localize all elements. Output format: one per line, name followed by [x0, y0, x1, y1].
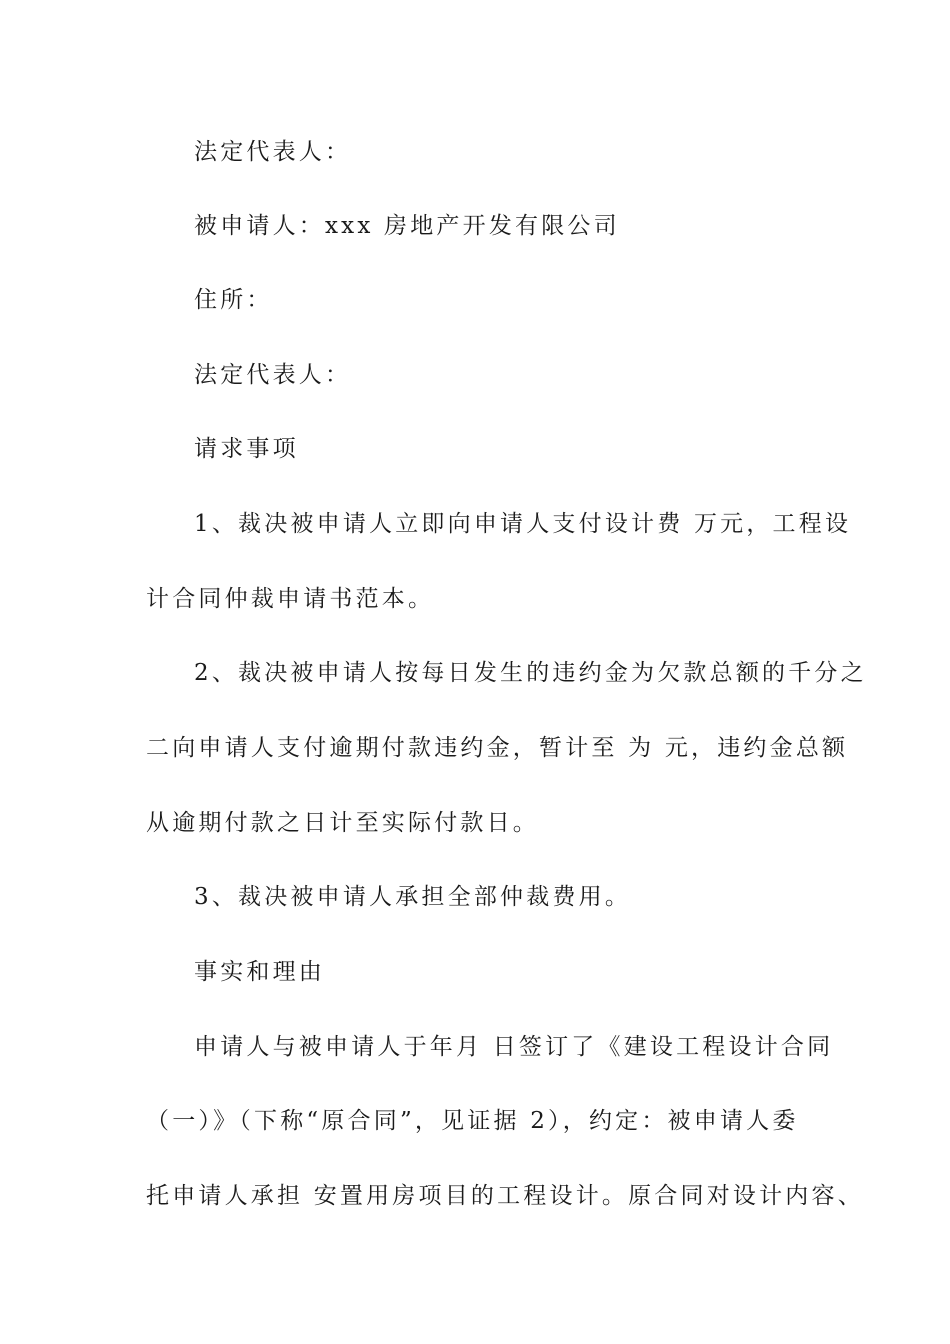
claim-3-line: 3、裁决被申请人承担全部仲裁费用。 — [194, 884, 632, 910]
claim-2-line-1: 2、裁决被申请人按每日发生的违约金为欠款总额的千分之 — [194, 660, 867, 686]
facts-paragraph-line-1: 申请人与被申请人于年月 日签订了《建设工程设计合同 — [194, 1034, 834, 1060]
claim-1-line-1: 1、裁决被申请人立即向申请人支付设计费 万元，工程设 — [194, 511, 852, 537]
claim-1-line-2: 计合同仲裁申请书范本。 — [146, 586, 435, 612]
address-line: 住所： — [194, 287, 273, 313]
facts-heading: 事实和理由 — [194, 959, 325, 985]
facts-paragraph-line-3: 托申请人承担 安置用房项目的工程设计。原合同对设计内容、 — [146, 1183, 864, 1209]
respondent-legal-representative-line: 法定代表人： — [194, 362, 352, 388]
claim-2-line-2: 二向申请人支付逾期付款违约金，暂计至 为 元，违约金总额 — [146, 735, 849, 761]
claims-heading: 请求事项 — [194, 436, 299, 462]
claim-2-line-3: 从逾期付款之日计至实际付款日。 — [146, 810, 539, 836]
facts-paragraph-line-2: （一）》（下称“原合同”，见证据 2），约定：被申请人委 — [146, 1108, 799, 1134]
legal-representative-line: 法定代表人： — [194, 139, 352, 165]
respondent-line: 被申请人：xxx 房地产开发有限公司 — [194, 213, 620, 239]
